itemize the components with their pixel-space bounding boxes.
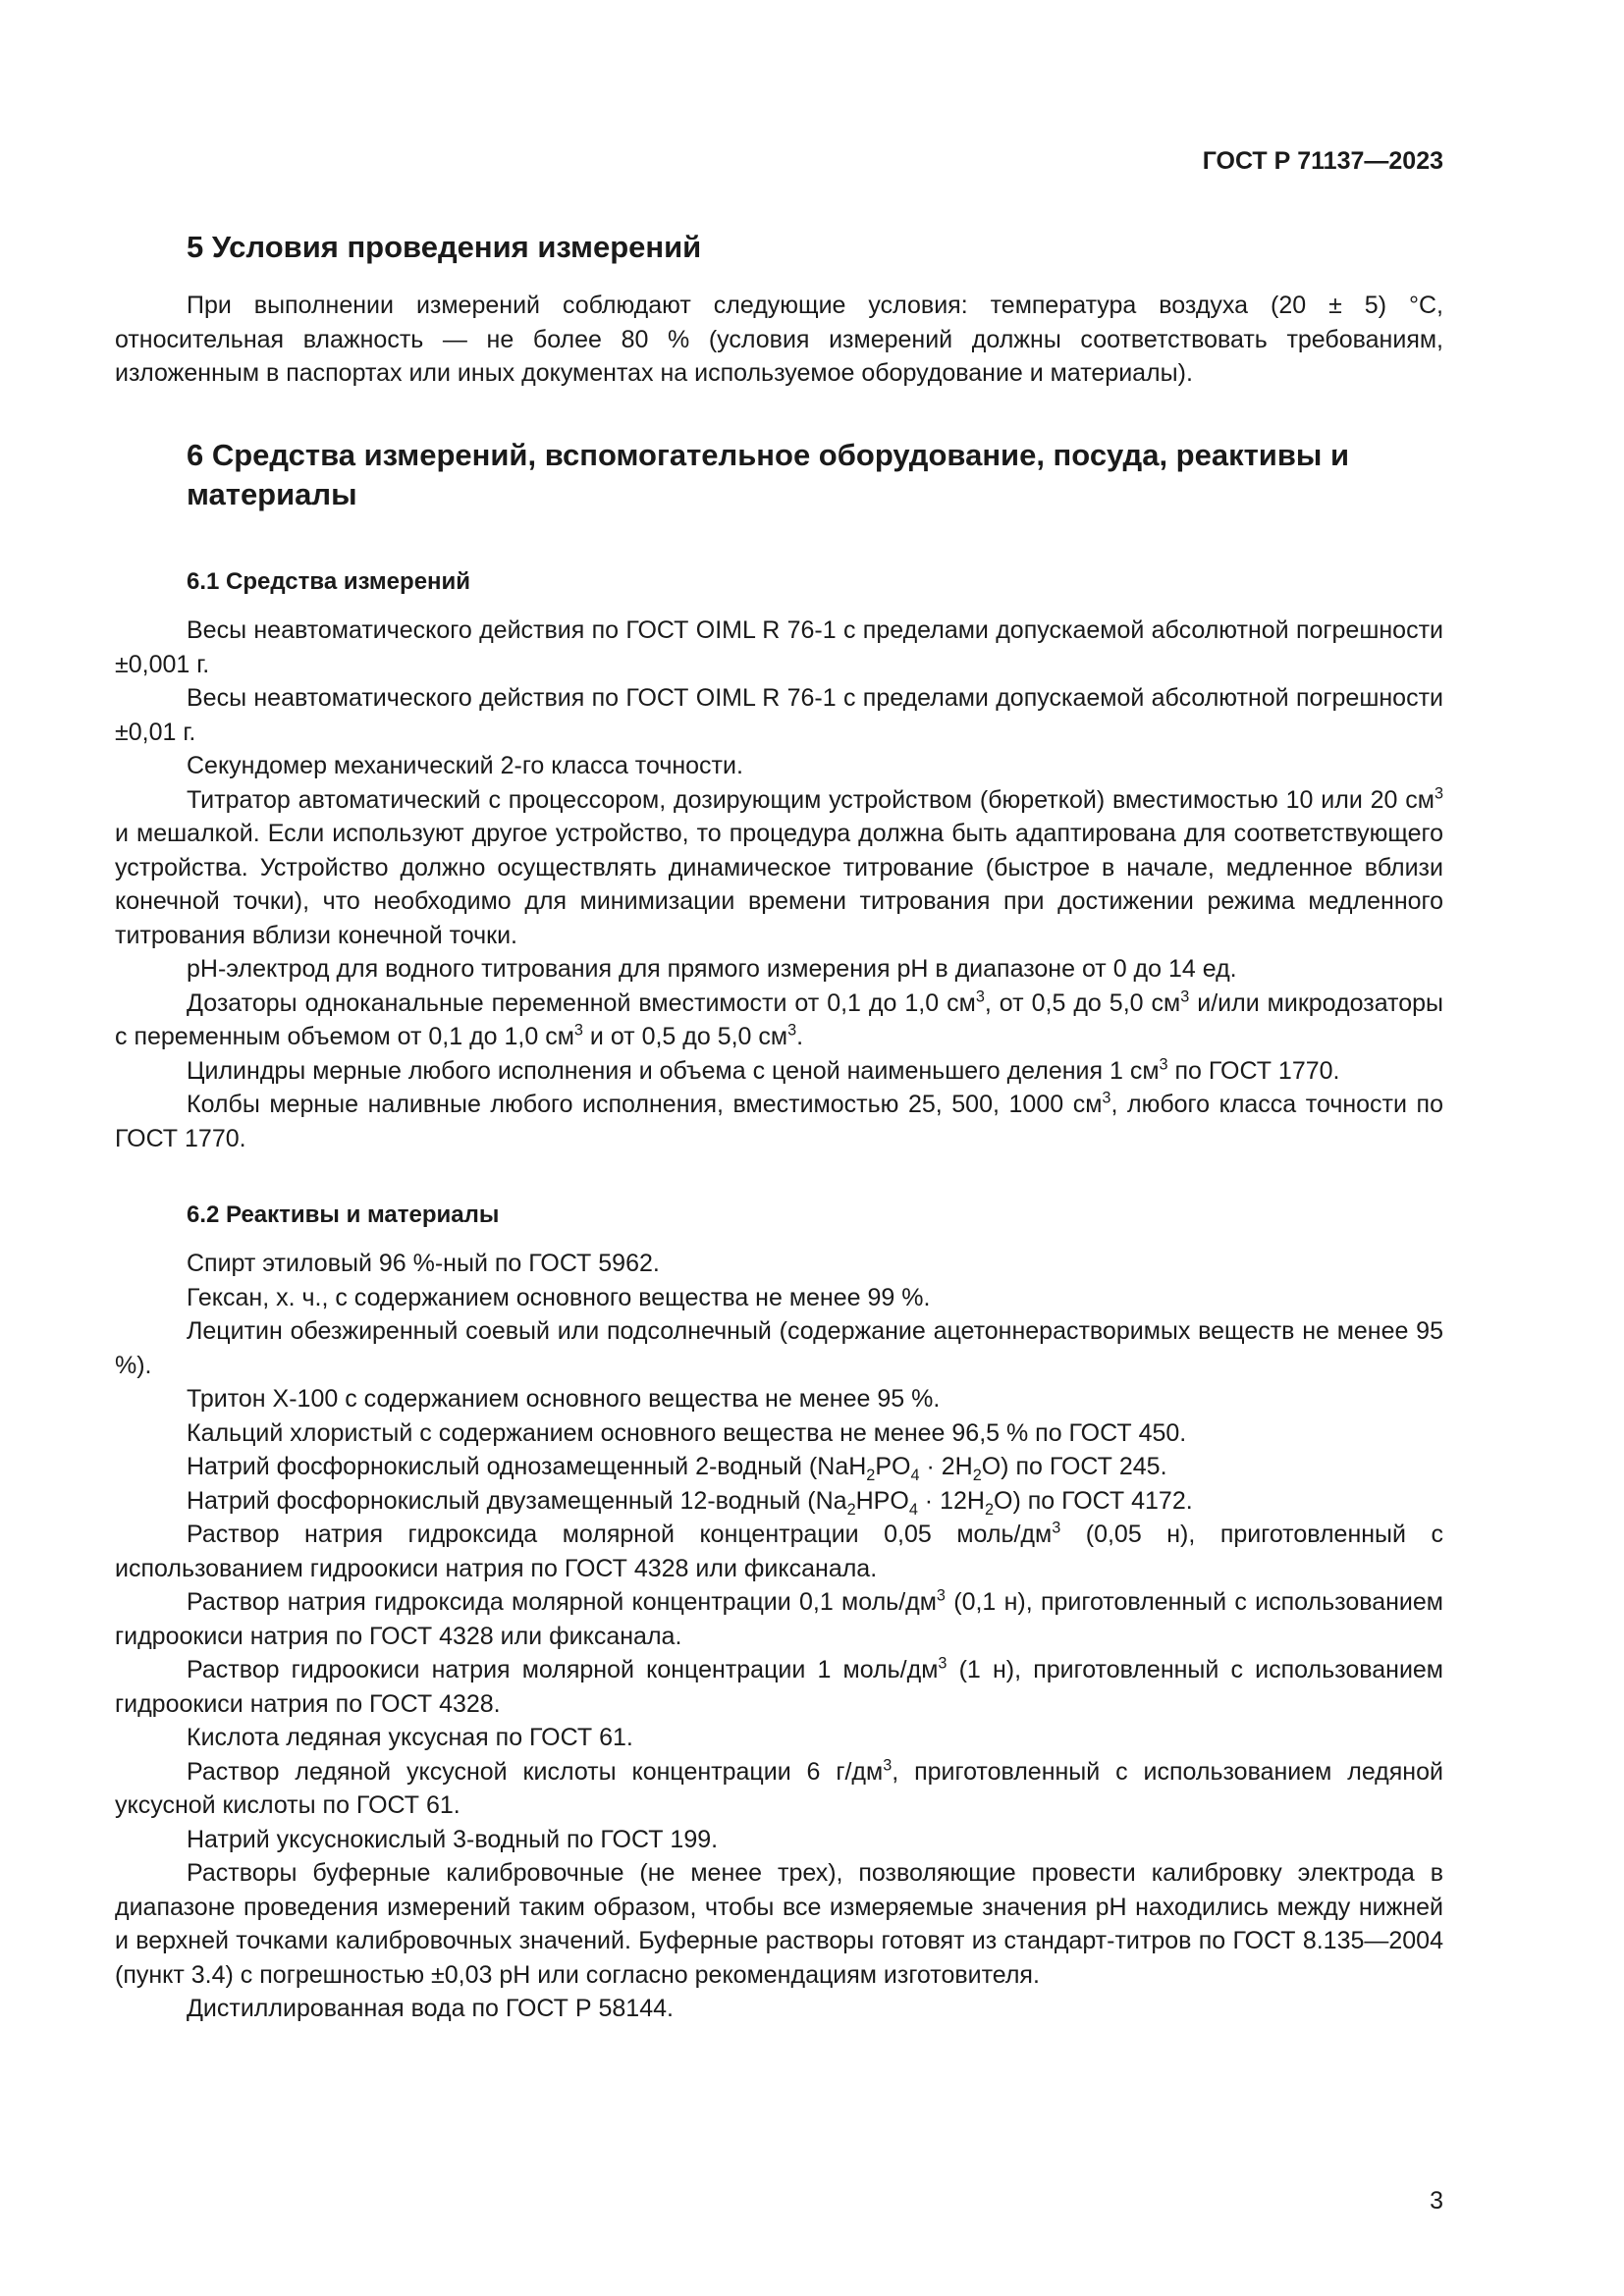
document-header: ГОСТ Р 71137—2023: [1202, 147, 1443, 175]
subsection-6-1-body: [115, 614, 1443, 1155]
paragraph: Весы неавтоматического действия по ГОСТ OIML R 76-1 с пределами допускаемой абсолютной погрешности ±0,01 г.: [115, 684, 1443, 746]
paragraph: Спирт этиловый 96 %-ный по ГОСТ 5962.: [187, 1250, 660, 1277]
subsection-6-2-body: [115, 1247, 1443, 2026]
paragraph: Весы неавтоматического действия по ГОСТ OIML R 76-1 с пределами допускаемой абсолютной погрешности ±0,001 г.: [115, 616, 1443, 678]
paragraph: Раствор гидроокиси натрия молярной концентрации 1 моль/$дм^3$ (1 н), приготовленный с использованием гидроокиси натрия по ГОСТ 4328.: [115, 1654, 1443, 1718]
page-number: 3: [1430, 2187, 1443, 2215]
paragraph: Раствор натрия гидроксида молярной концентрации 0,05 моль/$дм^3$ (0,05 н), приготовленный с использованием гидроокиси натрия по ГОСТ 4328 или фиксанала.: [115, 1519, 1443, 1582]
paragraph: Колбы мерные наливные любого исполнения, вместимостью 25, 500, 1000 $см^3$, любого класса точности по ГОСТ 1770.: [115, 1089, 1443, 1152]
paragraph: Цилиндры мерные любого исполнения и объема с ценой наименьшего деления 1 $см^3$ по ГОСТ 1770.: [187, 1055, 1340, 1085]
paragraph: Кислота ледяная уксусная по ГОСТ 61.: [187, 1724, 633, 1751]
paragraph: Гексан, х. ч., с содержанием основного вещества не менее 99 %.: [187, 1283, 931, 1311]
paragraph: pH-электрод для водного титрования для прямого измерения pH в диапазоне от 0 до 14 ед.: [187, 955, 1237, 983]
paragraph: Натрий уксуснокислый 3-водный по ГОСТ 199.: [187, 1825, 719, 1853]
paragraph: Лецитин обезжиренный соевый или подсолнечный (содержание ацетоннерастворимых веществ не менее 95 %).: [115, 1317, 1443, 1379]
subsection-6-2-title: 6.2 Реактивы и материалы: [187, 1201, 500, 1228]
paragraph: Кальций хлористый с содержанием основного вещества не менее 96,5 % по ГОСТ 450.: [187, 1418, 1187, 1447]
paragraph: Дозаторы одноканальные переменной вместимости от 0,1 до 1,0 $см^3$, от 0,5 до 5,0 $см^3$ и/или микродозаторы с переменным объемом от 0,1 до 1,0 $см^3$ и от 0,5 до 5,0 $см^3$.: [115, 988, 1443, 1050]
paragraph: Раствор ледяной уксусной кислоты концентрации 6 $г/дм^3$, приготовленный с использованием ледяной уксусной кислоты по ГОСТ 61.: [115, 1756, 1443, 1819]
paragraph: Натрий фосфорнокислый двузамещенный 12-водный $(Na_2HPO_4 \cdot 12H_2O)$ по ГОСТ 4172.: [187, 1486, 1193, 1519]
section-6-title: 6 Средства измерений, вспомогательное оборудование, посуда, реактивы и материалы: [187, 438, 1350, 511]
paragraph: Секундомер механический 2-го класса точности.: [187, 752, 743, 779]
paragraph: Титратор автоматический с процессором, дозирующим устройством (бюреткой) вместимостью 10 или 20 $см^3$ и мешалкой. Если используют другое устройство, то процедура должна быть адаптирована для соответствующего устройства. Устройство должно осуществлять динамическое титрование (быстрое в начале, медленное вблизи конечной точки), что необходимо для минимизации времени титрования при достижении режима медленного титрования вблизи конечной точки.: [115, 784, 1443, 949]
paragraph: Растворы буферные калибровочные (не менее трех), позволяющие провести калибровку электрода в диапазоне проведения измерений таким образом, чтобы все измеряемые значения pH находились между нижней и верхней точками калибровочных значений. Буферные растворы готовят из стандарт-титров по ГОСТ 8.135—2004 (пункт 3.4) с погрешностью ±0,03 pH или согласно рекомендациям изготовителя.: [115, 1859, 1443, 1989]
paragraph: Натрий фосфорнокислый однозамещенный 2-водный $(NaH_2PO_4 \cdot 2H_2O)$ по ГОСТ 245.: [187, 1453, 1167, 1484]
paragraph: Раствор натрия гидроксида молярной концентрации 0,1 моль/$дм^3$ (0,1 н), приготовленный с использованием гидроокиси натрия по ГОСТ 4328 или фиксанала.: [115, 1586, 1443, 1650]
paragraph: При выполнении измерений соблюдают следующие условия: температура воздуха (20 ± 5) °С, относительная влажность — не более 80 % (условия измерений должны соответствовать требованиям, изложенным в паспортах или иных документах на используемое оборудование и материалы).: [115, 292, 1443, 387]
paragraph: Дистиллированная вода по ГОСТ Р 58144.: [187, 1995, 674, 2022]
section-5-title: 5 Условия проведения измерений: [187, 230, 702, 264]
paragraph: Тритон Х-100 с содержанием основного вещества не менее 95 %.: [187, 1385, 941, 1413]
section-5-body: [115, 289, 1443, 391]
subsection-6-1-title: 6.1 Средства измерений: [187, 568, 471, 595]
